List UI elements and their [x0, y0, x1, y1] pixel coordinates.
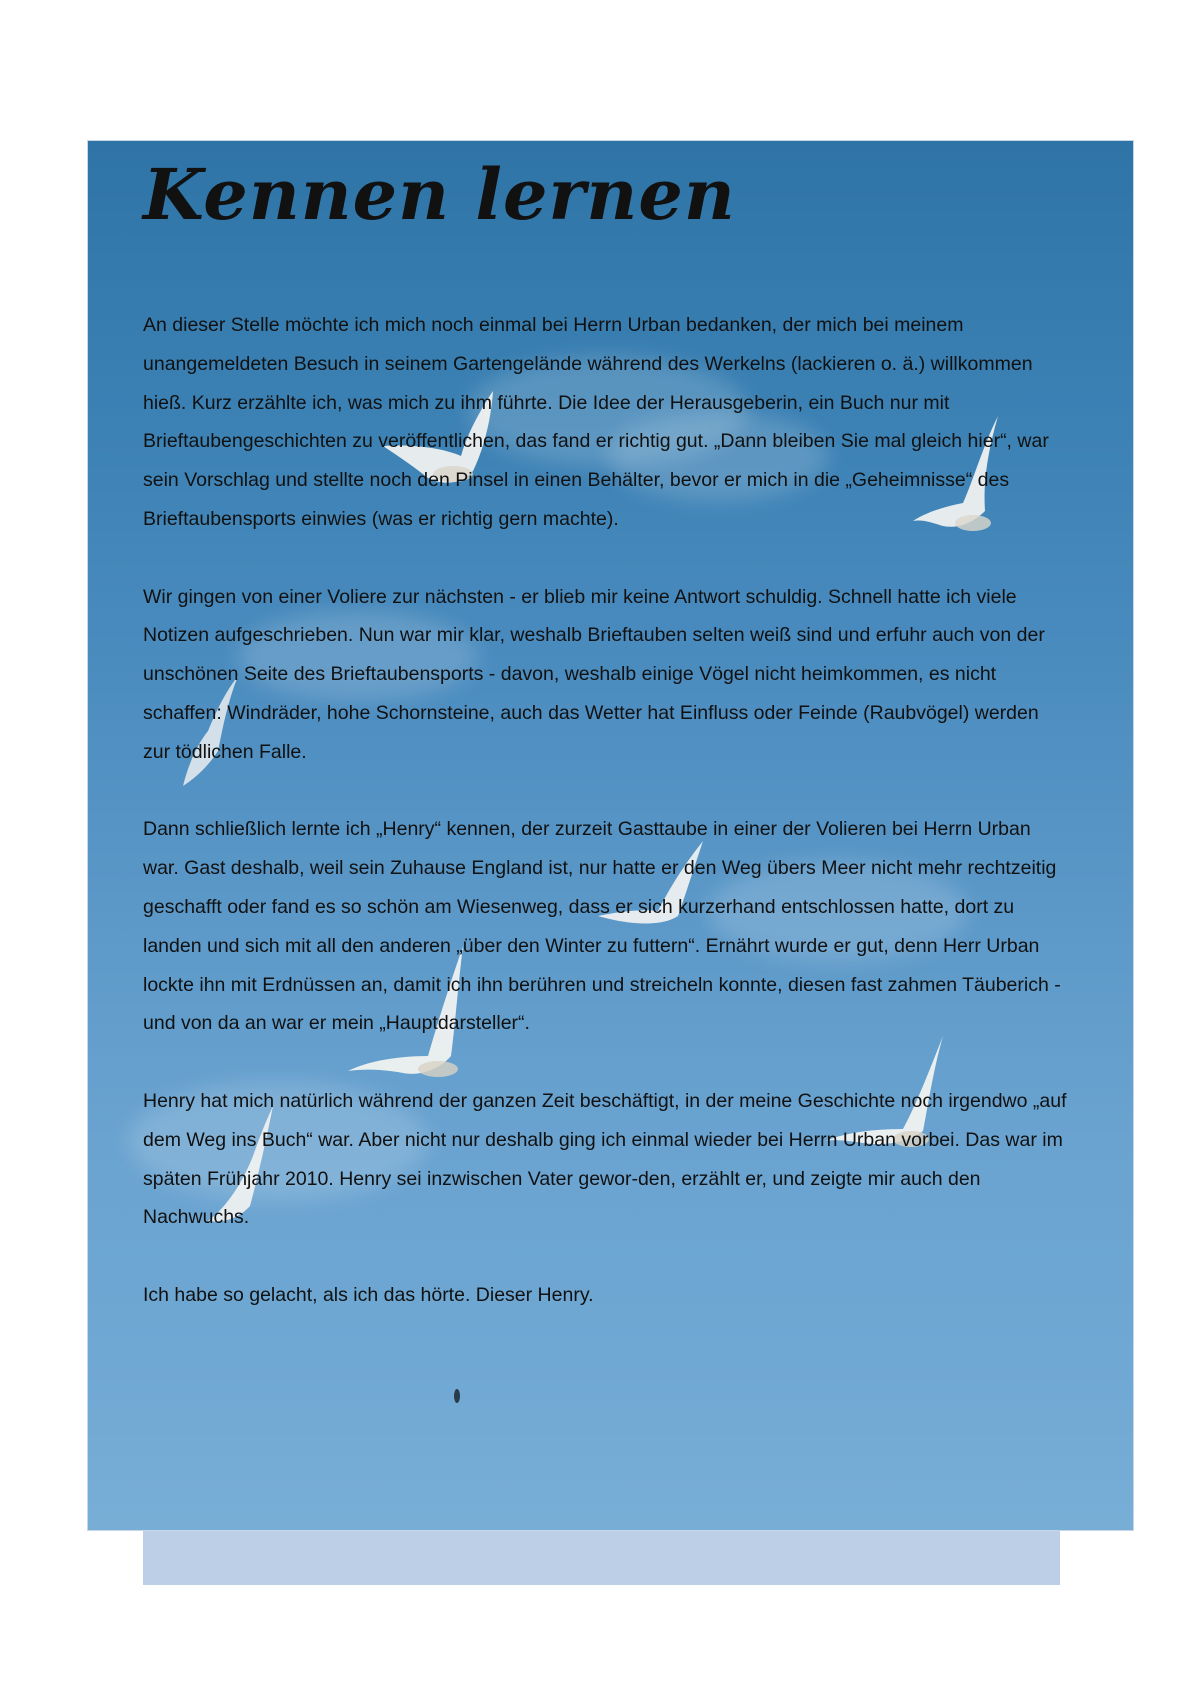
paragraph: Dann schließlich lernte ich „Henry“ kennen, der zurzeit Gasttaube in einer der Volieren bei Herrn Urban war. Gast deshalb, weil sein Zuhause England ist, nur hatte er den Weg übers Meer nicht mehr rechtzeitig geschafft oder fand es so schön am Wiesenweg, dass er sich kurzerhand entschlossen hatte, dort zu landen und sich mit all den anderen „über den Winter zu futtern“. Ernährt wurde er gut, denn Herr Urban lockte ihn mit Erdnüssen an, damit ich ihn berühren und streicheln konnte, diesen fast zahmen Täuberich - und von da an war er mein „Hauptdarsteller“.: [143, 818, 1061, 1035]
article-body: [143, 306, 1068, 1354]
distant-bird-icon: [450, 1386, 464, 1406]
paragraph: Wir gingen von einer Voliere zur nächsten - er blieb mir keine Antwort schuldig. Schnell hatte ich viele Notizen aufgeschrieben. Nun war mir klar, weshalb Brieftauben selten weiß sind und erfuhr auch von der unschönen Seite des Brieftaubensports - davon, weshalb einige Vögel nicht heimkommen, es nicht schaffen: Windräder, hohe Schornsteine, auch das Wetter hat Einfluss oder Feinde (Raubvögel) werden zur tödlichen Falle.: [143, 585, 1045, 763]
paragraph: Henry hat mich natürlich während der ganzen Zeit beschäftigt, in der meine Geschichte noch irgendwo „auf dem Weg ins Buch“ war. Aber nicht nur deshalb ging ich einmal wieder bei Herrn Urban vorbei. Das war im späten Frühjahr 2010. Henry sei inzwischen Vater gewor-den, erzählt er, und zeigte mir auch den Nachwuchs.: [143, 1089, 1067, 1229]
page-title: Kennen lernen: [143, 153, 736, 236]
paragraph: An dieser Stelle möchte ich mich noch einmal bei Herrn Urban bedanken, der mich bei meinem unangemeldeten Besuch in seinem Gartengelände während des Werkelns (lackieren o. ä.) willkommen hieß. Kurz erzählte ich, was mich zu ihm führte. Die Idee der Herausgeberin, ein Buch nur mit Brieftaubengeschichten zu veröffentlichen, das fand er richtig gut. „Dann bleiben Sie mal gleich hier“, war sein Vorschlag und stellte noch den Pinsel in einen Behälter, bevor er mich in die „Geheimnisse“ des Brieftaubensports einwies (was er richtig gern machte).: [143, 314, 1049, 530]
paragraph: Ich habe so gelacht, als ich das hörte. Dieser Henry.: [143, 1283, 594, 1306]
footer-bar: [143, 1531, 1060, 1585]
